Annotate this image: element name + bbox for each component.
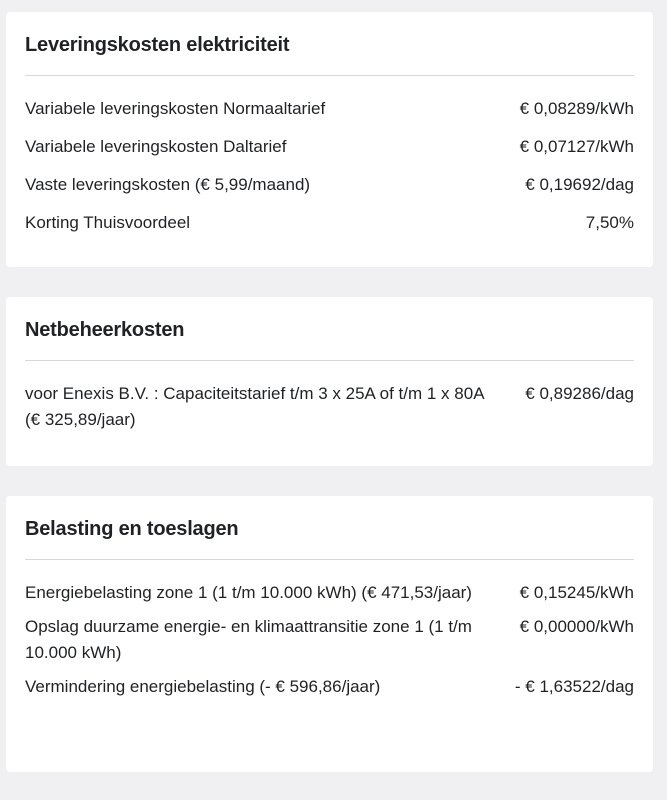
price-label: Energiebelasting zone 1 (1 t/m 10.000 kWh) (€ 471,53/jaar) bbox=[25, 583, 472, 602]
price-value: € 0,15245/kWh bbox=[519, 583, 634, 602]
price-list bbox=[25, 76, 634, 236]
belasting-card bbox=[6, 496, 653, 772]
price-list bbox=[25, 361, 634, 433]
price-list bbox=[25, 560, 634, 700]
price-label: Vaste leveringskosten (€ 5,99/maand) bbox=[25, 175, 311, 194]
price-value: € 0,07127/kWh bbox=[519, 137, 634, 156]
price-label: Korting Thuisvoordeel bbox=[25, 213, 191, 232]
netbeheerkosten-card bbox=[6, 297, 653, 466]
price-row-normaaltarief bbox=[25, 96, 634, 122]
section-title: Belasting en toeslagen bbox=[25, 518, 239, 540]
section-title: Leveringskosten elektriciteit bbox=[25, 34, 290, 56]
price-value: € 0,89286/dag bbox=[525, 384, 634, 403]
price-value: 7,50% bbox=[585, 213, 634, 232]
price-row-korting bbox=[25, 210, 634, 236]
price-value: € 0,08289/kWh bbox=[519, 99, 634, 118]
price-label: Variabele leveringskosten Normaaltarief bbox=[25, 99, 326, 118]
price-value: € 0,19692/dag bbox=[525, 175, 634, 194]
leveringskosten-card bbox=[6, 12, 653, 267]
price-label: Vermindering energiebelasting (- € 596,86/jaar) bbox=[25, 677, 381, 696]
price-row-energiebelasting bbox=[25, 580, 634, 606]
price-label: voor Enexis B.V. : Capaciteitstarief t/m 3 x 25A of t/m 1 x 80A (€ 325,89/jaar) bbox=[25, 384, 484, 429]
price-row-capaciteitstarief bbox=[25, 381, 634, 433]
section-title: Netbeheerkosten bbox=[25, 319, 185, 341]
price-row-vermindering bbox=[25, 674, 634, 700]
price-label: Opslag duurzame energie- en klimaattransitie zone 1 (1 t/m 10.000 kWh) bbox=[25, 617, 472, 662]
price-row-vaste-leveringskosten bbox=[25, 172, 634, 198]
price-value: € 0,00000/kWh bbox=[519, 617, 634, 636]
price-label: Variabele leveringskosten Daltarief bbox=[25, 137, 287, 156]
price-row-daltarief bbox=[25, 134, 634, 160]
price-row-opslag-duurzame-energie bbox=[25, 614, 634, 666]
price-value: - € 1,63522/dag bbox=[514, 677, 634, 696]
